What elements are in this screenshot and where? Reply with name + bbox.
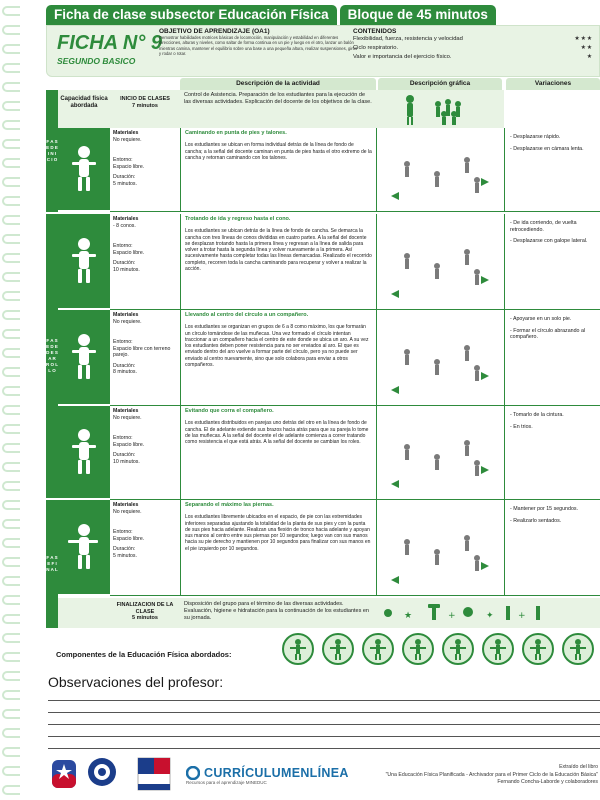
stars-rating: ★★ [580, 45, 593, 51]
hygiene-icon [463, 607, 473, 617]
activity-text: Los estudiantes distribuidos en parejas uno detrás del otro en la línea de fondo de cancha. El de adelante extiende sus brazos hacia atrás para que su pareja lo tome de las muñecas. A la señal del docente el de adelante comienza a correr tratando como resistencia el que está atrás. A la señal del docente se cambian los roles. [185, 420, 369, 446]
environment-value: Espacio libre. [113, 163, 145, 170]
environment-value: Espacio libre con terreno parejo. [113, 345, 171, 358]
capacity-icon-pull [58, 406, 110, 500]
materials-label: Materiales [113, 312, 139, 318]
svg-text:+: + [518, 611, 526, 621]
credit-line: Fernando Concha-Laborde y colaboradores [497, 779, 598, 785]
start-description: Control de Asistencia. Preparación de los estudiantes para la ejecución de las diversas actividades. Explicación del docente de los objetivos de la clase. [180, 90, 376, 128]
activity-graphic [376, 406, 504, 500]
observations-title: Observaciones del profesor: [48, 674, 224, 690]
materials-value: No requiere. [113, 136, 142, 143]
objective-block [159, 28, 359, 57]
binding-ring [2, 82, 20, 92]
duration-value: 10 minutos. [113, 266, 140, 273]
components-label: Componentes de la Educación Física abordados: [56, 650, 232, 659]
binding-ring [2, 177, 20, 187]
activity-description [180, 500, 376, 596]
activity-title: Caminando en punta de pies y talones. [185, 130, 287, 136]
materials-label: Materiales [113, 130, 139, 136]
duration-label: Duración: [113, 362, 136, 369]
binding-ring [2, 25, 20, 35]
activity-title: Trotando de ida y regreso hasta el cono. [185, 216, 291, 222]
observation-line [48, 736, 600, 737]
binding-ring [2, 614, 20, 624]
activity-title: Separando el máximo las piernas. [185, 502, 274, 508]
capacity-icon-walk [58, 128, 110, 212]
variation-item: - De ida corriendo, de vuelta retrocediendo. [510, 220, 577, 233]
contents-block [353, 28, 593, 62]
column-header-graphic: Descripción gráfica [378, 78, 502, 90]
activity-description [180, 310, 376, 406]
materials-value: No requiere. [113, 318, 142, 325]
objective-title: OBJETIVO DE APRENDIZAJE (OA1) [159, 28, 270, 35]
binding-ring [2, 424, 20, 434]
start-graphic [376, 90, 504, 128]
binding-ring [2, 785, 20, 795]
binding-ring [2, 405, 20, 415]
column-header-variations: Variaciones [506, 78, 600, 90]
binding-ring [2, 196, 20, 206]
binding-ring [2, 291, 20, 301]
binding-ring [2, 443, 20, 453]
phase-label: F A S E D E I N I C I O [46, 139, 58, 162]
phase-bar-desarrollo [46, 214, 58, 498]
activity-title: Evitando que corra el compañero. [185, 408, 274, 414]
variation-item: - Realizarlo sentados. [510, 517, 562, 524]
evaluation-icon [384, 609, 392, 617]
content-label: Flexibilidad, fuerza, resistencia y velocidad [353, 36, 463, 42]
environment-label: Entorno: [113, 243, 133, 249]
final-description: Disposición del grupo para el término de las diversas actividades. Evaluación, higiene e hidratación para la continuación de los estudiantes en su jornada. [180, 598, 376, 628]
header-panel [46, 25, 600, 77]
binding-ring [2, 766, 20, 776]
activity-graphic [376, 128, 504, 212]
capacity-icon-heart [58, 214, 110, 310]
component-agility-icon [522, 633, 554, 665]
duration-label: Duración: [113, 174, 136, 180]
activity-description [180, 406, 376, 500]
component-health-icon [562, 633, 594, 665]
svg-text:✦: ✦ [486, 611, 494, 621]
binding-ring [2, 367, 20, 377]
duration-badge: Bloque de 45 minutos [340, 5, 496, 25]
curriculum-logo-text: CURRÍCULUMENLÍNEA [204, 766, 349, 780]
credit-line: Extraído del libro [559, 764, 598, 770]
contents-row [353, 44, 593, 53]
content-label: Valor e importancia del ejercicio físico. [353, 54, 452, 60]
binding-ring [2, 709, 20, 719]
environment-label: Entorno: [113, 339, 133, 345]
final-time: 5 minutos [132, 615, 158, 621]
binding-ring [2, 101, 20, 111]
duration-value: 5 minutos. [113, 180, 137, 187]
environment-value: Espacio libre. [113, 441, 145, 448]
binding-ring [2, 215, 20, 225]
materials-value: No requiere. [113, 508, 142, 515]
column-header-description: Descripción de la actividad [180, 78, 376, 90]
variation-item: - Formar el círculo abrazando al compañero. [510, 327, 586, 340]
chile-crest-icon [50, 756, 78, 792]
binding-ring [2, 481, 20, 491]
environment-value: Espacio libre. [113, 535, 145, 542]
final-header [110, 598, 180, 628]
svg-text:★: ★ [404, 611, 413, 621]
duration-value: 8 minutos. [113, 369, 137, 375]
activity-description [180, 214, 376, 310]
materials-value: - 8 conos. [113, 222, 136, 229]
binding-ring [2, 253, 20, 263]
binding-ring [2, 44, 20, 54]
binding-ring [2, 234, 20, 244]
variation-item: - Desplazarse con galope lateral. [510, 238, 588, 244]
ministry-logo-icon [136, 756, 172, 792]
binding-ring [2, 348, 20, 358]
observation-line [48, 700, 600, 701]
activity-description [180, 128, 376, 212]
page-title: Ficha de clase subsector Educación Física [46, 5, 337, 25]
binding-ring [2, 576, 20, 586]
binding-ring [2, 310, 20, 320]
materials-cell [110, 128, 180, 212]
variation-item: - Tomarlo de la cintura. [510, 412, 564, 418]
activity-text: Los estudiantes se ubican detrás de la línea de fondo de cancha. Se demarca la cancha con tres líneas de conos divididas en cuatro partes. A la señal del docente se desplazan trotando hasta la primera línea y regresan a la línea de salida para volver a trotar hasta la segunda línea y volver nuevamente a la primera. Así sucesivamente hasta completar todas las líneas demarcadas. Realizado el recorrido completo, recorren toda la cancha caminando para recuperar y volver a realizar la acción. [185, 228, 372, 273]
materials-label: Materiales [113, 408, 139, 414]
contents-title: CONTENIDOS [353, 28, 397, 35]
activity-graphic [376, 214, 504, 310]
binding-ring [2, 120, 20, 130]
variation-item: - Desplazarse en cámara lenta. [510, 145, 584, 152]
binding-ring [2, 500, 20, 510]
variations-cell [504, 128, 600, 212]
variation-item: - Mantener por 15 segundos. [510, 506, 579, 512]
education-logo-icon [82, 756, 126, 792]
grade-level: SEGUNDO BASICO [57, 56, 136, 66]
variation-item: - Desplazarse rápido. [510, 134, 561, 140]
binding-ring [2, 557, 20, 567]
title-banner [46, 5, 496, 25]
variations-cell [504, 214, 600, 310]
stars-rating: ★★★ [574, 36, 593, 42]
phase-bar-inicio [46, 90, 58, 212]
start-header [110, 90, 180, 128]
component-flexibility-icon [402, 633, 434, 665]
binding-ring [2, 690, 20, 700]
binding-ring [2, 158, 20, 168]
students-group-icon [435, 99, 461, 125]
observation-line [48, 748, 600, 749]
component-endurance-icon [442, 633, 474, 665]
duration-label: Duración: [113, 260, 136, 266]
materials-label: Materiales [113, 502, 139, 508]
activity-title: Llevando al centro del círculo a un compañero. [185, 312, 309, 318]
svg-text:+: + [448, 611, 456, 621]
ficha-number: FICHA N° 9 [57, 32, 163, 54]
activity-text: Los estudiantes libremente ubicados en el espacio, de pie con las extremidades inferiores separadas ajustando la totalidad de la planta de sus pies y con la punta de sus pies hacia adelante. Realizan una flexión de tronco hacia adelante y apoyan sus manos al centro entre sus piernas por 10 segundos; luego van con sus manos hacia su pie derecho y mantienen por 10 segundos para finalizar con sus manos en el pie izquierdo por 10 segundos. [185, 514, 371, 552]
teacher-figure-icon [406, 95, 414, 125]
capacity-header: Capacidad física abordada [58, 90, 110, 128]
phase-bar-final [46, 500, 58, 628]
binding-ring [2, 671, 20, 681]
activity-text: Los estudiantes se organizan en grupos de 6 a 8 como máximo, los que formarán un círculo tomándose de las muñecas. Una vez formado el círculo intentan traccionar a un compañero hacia el centro de este donde se ubica un aro. A su vez los estudiantes deben poner resistencia para no ser enviados al aro. El que es enviado dentro del aro vuelve a formar parte del círculo, pero ya no puede ser enviado al centro nuevamente, sino que solo colabora para enviar a otros compañeros. [185, 324, 369, 369]
component-balance-icon [282, 633, 314, 665]
objective-text: Demostrar habilidades motrices básicas de locomoción, manipulación y estabilidad en diferentes direcciones, alturas y niveles, como saltar de forma continua en un pie y luego en el otro, lanzar un balón mientras camina, mantener el equilibrio sobre una base a una pequeña altura, realizar suspensiones, giros y rodar o rotar. [159, 35, 358, 57]
materials-cell [110, 500, 180, 596]
binding-rings [0, 0, 22, 800]
final-label: FINALIZACION DE LA CLASE [116, 602, 174, 615]
variation-item: - Apoyarse en un solo pie. [510, 316, 572, 322]
phase-label: F A S E D E D E S A R R O L L O [46, 338, 58, 373]
credit-line: "Una Educación Física Planificada - Archivador para el Primer Ciclo de la Educación Básica" [385, 771, 598, 778]
environment-label: Entorno: [113, 529, 133, 535]
variation-item: - En trios. [510, 423, 533, 430]
binding-ring [2, 386, 20, 396]
duration-value: 10 minutos. [113, 458, 140, 465]
final-pad [58, 598, 110, 628]
components-row [0, 630, 600, 668]
start-time: 7 minutos [132, 102, 158, 109]
component-coordination-icon [322, 633, 354, 665]
duration-value: 5 minutos. [113, 552, 137, 559]
observation-line [48, 724, 600, 725]
activity-graphic [376, 500, 504, 596]
binding-ring [2, 538, 20, 548]
phase-label: F A S E F I N A L [46, 555, 58, 572]
binding-ring [2, 747, 20, 757]
materials-label: Materiales [113, 216, 139, 222]
activity-text: Los estudiantes se ubican en forma individual detrás de la línea de fondo de cancha; a la señal del docente caminan en punta de pies hasta el otro extremo de la cancha y retornan caminando con los talones. [185, 142, 372, 161]
binding-ring [2, 272, 20, 282]
materials-cell [110, 214, 180, 310]
variations-cell [504, 310, 600, 406]
materials-value: No requiere. [113, 414, 142, 421]
environment-value: Espacio libre. [113, 249, 145, 256]
observation-line [48, 712, 600, 713]
binding-ring [2, 728, 20, 738]
contents-row [353, 53, 593, 62]
content-label: Ciclo respiratorio. [353, 45, 399, 51]
environment-label: Entorno: [113, 435, 133, 441]
binding-ring [2, 519, 20, 529]
curriculum-logo-subtitle: Recursos para el aprendizaje MINEDUC [186, 780, 267, 785]
c-logo-icon [186, 766, 200, 780]
binding-ring [2, 139, 20, 149]
duration-label: Duración: [113, 452, 136, 458]
materials-cell [110, 310, 180, 406]
variations-cell [504, 500, 600, 596]
activity-graphic [376, 310, 504, 406]
binding-ring [2, 329, 20, 339]
contents-row [353, 35, 593, 44]
binding-ring [2, 63, 20, 73]
duration-label: Duración: [113, 546, 136, 552]
capacity-icon-lift [58, 310, 110, 406]
binding-ring [2, 595, 20, 605]
capacity-icon-stretch [58, 500, 110, 596]
binding-ring [2, 6, 20, 16]
component-strength-icon [362, 633, 394, 665]
start-label: INICIO DE CLASES [120, 96, 170, 102]
hydration-icon [428, 604, 440, 608]
environment-label: Entorno: [113, 157, 133, 163]
stars-rating: ★ [586, 54, 593, 60]
materials-cell [110, 406, 180, 500]
final-graphic [376, 598, 600, 628]
binding-ring [2, 462, 20, 472]
component-speed-icon [482, 633, 514, 665]
variations-cell [504, 406, 600, 500]
footer-credits [298, 764, 598, 787]
